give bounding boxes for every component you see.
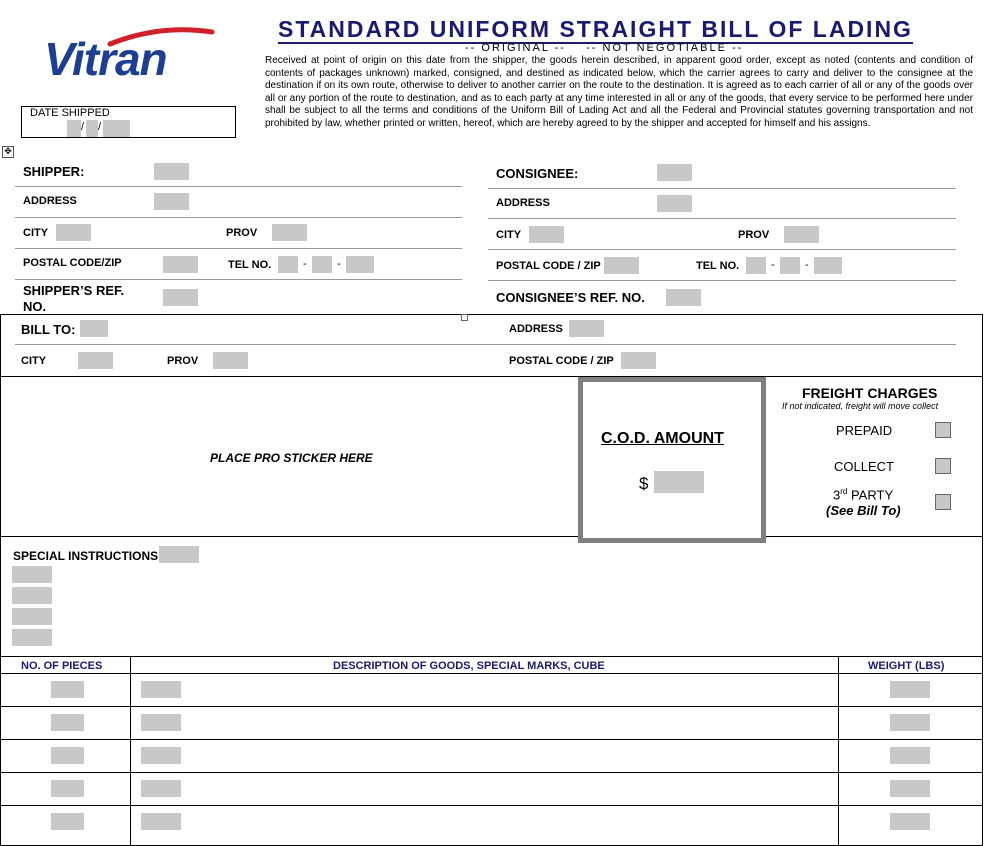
bill-to-postal-field[interactable] [621,352,656,369]
description-field[interactable] [141,681,181,698]
consignee-tel-label: TEL NO. [696,260,740,272]
consignee-address-field[interactable] [657,195,692,212]
weight-field[interactable] [890,813,930,830]
shipper-name-field[interactable] [154,163,189,180]
cod-title: C.O.D. AMOUNT [601,430,724,447]
shipper-tel-prefix-field[interactable] [312,256,332,273]
pieces-field[interactable] [51,780,84,797]
date-year-field[interactable] [103,120,130,137]
col-header-weight: WEIGHT (LBS) [868,660,945,672]
bill-to-prov-field[interactable] [213,352,248,369]
tel-dash: - [337,258,341,270]
description-field[interactable] [141,714,181,731]
terms-text: Received at point of origin on this date from the shipper, the goods herein described, in apparent good order, except as noted (contents and condition of contents of packages unknown) marked, consigned, and destined as indicated below, which the carrier agrees to carry and deliver to the consignee at the destination if on its own route, otherwise to deliver to another carrier on the route to the destination. It is agreed as to each carrier of all or any of the goods over all or any portion of the route to destination, and as to each party at any time interested in all or any of the goods, that every service to be performed here under shall be subject to all the terms and conditions of the Uniform Bill of Lading Act and all the Federal and Provincial statutes governing transportation and not prohibited by law, whether printed or written, hereof, which are hereby agreed to by the shipper and accepted for himself and his assigns. [265,55,973,129]
consignee-postal-field[interactable] [604,257,639,274]
consignee-prov-field[interactable] [784,226,819,243]
freight-charges-title: FREIGHT CHARGES [802,385,938,401]
weight-field[interactable] [890,681,930,698]
consignee-postal-label: POSTAL CODE / ZIP [496,260,601,272]
date-month-field[interactable] [86,120,98,137]
bill-to-city-field[interactable] [78,352,113,369]
consignee-tel-line-field[interactable] [814,257,842,274]
bill-to-address-field[interactable] [569,320,604,337]
collect-checkbox[interactable] [935,458,951,474]
shipper-ref-label-line2: NO. [23,299,47,314]
special-instructions-line-1[interactable] [12,566,52,583]
consignee-prov-label: PROV [738,229,770,241]
see-bill-to-label: (See Bill To) [826,503,901,518]
special-instructions-line-4[interactable] [12,629,52,646]
consignee-city-label: CITY [496,229,522,241]
weight-field[interactable] [890,714,930,731]
date-day-field[interactable] [67,120,81,137]
logo [40,22,220,85]
shipper-ref-label-line1: SHIPPER’S REF. [23,283,125,298]
description-field[interactable] [141,813,181,830]
special-instructions-field[interactable] [159,546,199,563]
consignee-tel-area-field[interactable] [746,257,766,274]
document-title: STANDARD UNIFORM STRAIGHT BILL OF LADING [278,16,913,42]
bill-to-name-field[interactable] [80,320,108,337]
shipper-label: SHIPPER: [23,164,85,179]
third-party-checkbox[interactable] [935,494,951,510]
consignee-name-field[interactable] [657,164,692,181]
weight-field[interactable] [890,780,930,797]
date-shipped-label: DATE SHIPPED [30,107,110,119]
consignee-address-label: ADDRESS [496,197,550,209]
shipper-city-label: CITY [23,227,49,239]
bill-to-address-label: ADDRESS [509,323,563,335]
collect-label: COLLECT [834,459,894,474]
weight-field[interactable] [890,747,930,764]
consignee-tel-prefix-field[interactable] [780,257,800,274]
third-party-label: 3rd PARTY [833,487,894,503]
tel-dash: - [805,259,809,271]
shipper-city-field[interactable] [56,224,91,241]
table-move-handle-icon[interactable]: ✥ [2,146,14,158]
bill-to-city-label: CITY [21,355,47,367]
cod-amount-field[interactable] [654,471,704,493]
pieces-field[interactable] [51,681,84,698]
special-instructions-line-2[interactable] [12,587,52,604]
date-separator: / [98,121,102,133]
bill-to-prov-label: PROV [167,355,199,367]
consignee-ref-field[interactable] [666,289,701,306]
shipper-prov-label: PROV [226,227,258,239]
pieces-field[interactable] [51,813,84,830]
shipper-tel-label: TEL NO. [228,259,272,271]
pieces-field[interactable] [51,747,84,764]
col-header-description: DESCRIPTION OF GOODS, SPECIAL MARKS, CUBE [333,660,605,672]
special-instructions-line-3[interactable] [12,608,52,625]
special-instructions-label: SPECIAL INSTRUCTIONS [13,549,159,563]
cod-currency-symbol: $ [639,474,649,493]
resize-handle[interactable] [461,314,468,321]
document-subtitle: -- ORIGINAL -- -- NOT NEGOTIABLE -- [465,42,744,54]
bill-to-label: BILL TO: [21,322,76,337]
description-field[interactable] [141,780,181,797]
shipper-address-label: ADDRESS [23,195,77,207]
bill-to-postal-label: POSTAL CODE / ZIP [509,355,614,367]
tel-dash: - [303,258,307,270]
description-field[interactable] [141,747,181,764]
shipper-tel-area-field[interactable] [278,256,298,273]
shipper-address-field[interactable] [154,193,189,210]
tel-dash: - [771,259,775,271]
prepaid-label: PREPAID [836,423,893,438]
bill-to-box [0,314,983,377]
consignee-city-field[interactable] [529,226,564,243]
shipper-postal-label: POSTAL CODE/ZIP [23,257,122,269]
consignee-label: CONSIGNEE: [496,166,579,181]
cod-box [578,377,766,543]
col-header-pieces: NO. OF PIECES [21,660,103,672]
shipper-prov-field[interactable] [272,224,307,241]
shipper-ref-field[interactable] [163,289,198,306]
shipper-tel-line-field[interactable] [346,256,374,273]
freight-charges-note: If not indicated, freight will move collect [782,401,939,411]
pieces-field[interactable] [51,714,84,731]
logo-text: Vitran [44,33,167,85]
prepaid-checkbox[interactable] [935,422,951,438]
consignee-ref-label: CONSIGNEE’S REF. NO. [496,290,645,305]
date-separator: / [81,121,85,133]
pro-sticker-label: PLACE PRO STICKER HERE [210,451,373,465]
shipper-postal-field[interactable] [163,256,198,273]
